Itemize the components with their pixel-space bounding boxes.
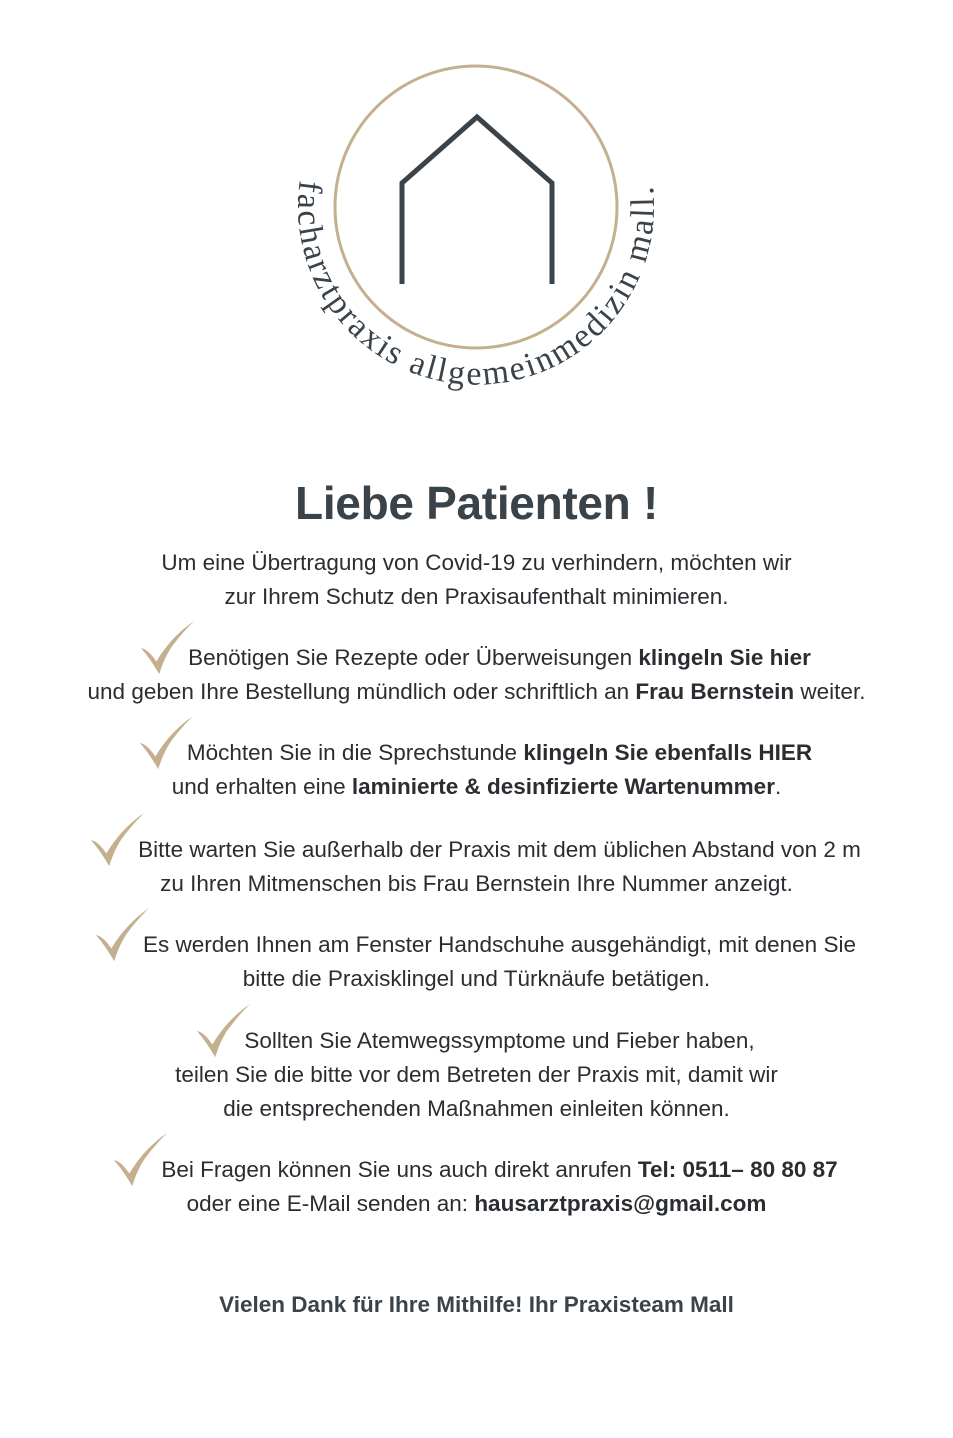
line-text: Es werden Ihnen am Fenster Handschuhe ausgehändigt, mit denen Sie bbox=[143, 932, 856, 957]
email-address: hausarztpraxis@gmail.com bbox=[474, 1191, 767, 1216]
instruction-line bbox=[0, 1092, 953, 1126]
instruction-line bbox=[0, 928, 953, 962]
line-emphasis: Frau Bernstein bbox=[635, 679, 795, 704]
check-icon bbox=[142, 649, 188, 665]
instruction-line bbox=[0, 1058, 953, 1092]
instruction-line bbox=[0, 1024, 953, 1058]
intro-line bbox=[0, 580, 953, 614]
check-icon bbox=[141, 744, 187, 760]
instruction-item-gloves bbox=[0, 928, 953, 996]
line-text: Möchten Sie in die Sprechstunde bbox=[186, 740, 524, 765]
line-text: weiter. bbox=[794, 679, 866, 704]
line-text: Um eine Übertragung von Covid-19 zu verhindern, möchten wir bbox=[161, 550, 792, 575]
practice-logo bbox=[0, 0, 953, 420]
check-icon bbox=[92, 841, 138, 857]
footer-thanks: Vielen Dank für Ihre Mithilfe! Ihr Praxisteam Mall bbox=[219, 1292, 734, 1317]
line-text: zu Ihren Mitmenschen bis Frau Bernstein Ihre Nummer anzeigt. bbox=[160, 871, 793, 896]
line-text: oder eine E-Mail senden an: bbox=[186, 1191, 475, 1216]
line-text: Benötigen Sie Rezepte oder Überweisungen bbox=[188, 645, 639, 670]
line-text: die entsprechenden Maßnahmen einleiten können. bbox=[223, 1096, 730, 1121]
instruction-line bbox=[0, 1153, 953, 1187]
instruction-line bbox=[0, 833, 953, 867]
instruction-line bbox=[0, 770, 953, 804]
intro-line bbox=[0, 546, 953, 580]
instruction-item-prescriptions bbox=[0, 641, 953, 709]
instruction-item-consultation bbox=[0, 736, 953, 804]
phone-number: Tel: 0511– 80 80 87 bbox=[637, 1157, 838, 1182]
house-icon bbox=[402, 117, 552, 284]
check-icon bbox=[97, 936, 143, 952]
instruction-line bbox=[0, 675, 953, 709]
instruction-item-contact bbox=[0, 1153, 953, 1221]
logo-name: facharztpraxis allgemeinmedizin mall. bbox=[289, 178, 663, 393]
logo-curved-text bbox=[290, 179, 662, 393]
line-text: Bei Fragen können Sie uns auch direkt anrufen bbox=[161, 1157, 638, 1182]
check-icon bbox=[198, 1032, 244, 1048]
logo-ring bbox=[335, 66, 617, 348]
line-text: und geben Ihre Bestellung mündlich oder schriftlich an bbox=[87, 679, 636, 704]
line-text: zur Ihrem Schutz den Praxisaufenthalt minimieren. bbox=[224, 584, 729, 609]
instruction-line bbox=[0, 1187, 953, 1221]
line-text: bitte die Praxisklingel und Türknäufe betätigen. bbox=[242, 966, 711, 991]
line-emphasis: laminierte & desinfizierte Wartenummer bbox=[351, 774, 775, 799]
line-emphasis: klingeln Sie hier bbox=[638, 645, 811, 670]
check-icon bbox=[115, 1161, 161, 1177]
instruction-item-symptoms bbox=[0, 1024, 953, 1126]
page-title: Liebe Patienten ! bbox=[295, 477, 658, 529]
line-text: teilen Sie die bitte vor dem Betreten der Praxis mit, damit wir bbox=[175, 1062, 778, 1087]
line-text: Bitte warten Sie außerhalb der Praxis mit dem üblichen Abstand von 2 m bbox=[138, 837, 861, 862]
line-text: und erhalten eine bbox=[171, 774, 352, 799]
instruction-line bbox=[0, 867, 953, 901]
line-emphasis: klingeln Sie ebenfalls HIER bbox=[523, 740, 813, 765]
instruction-line bbox=[0, 641, 953, 675]
instruction-item-waiting bbox=[0, 833, 953, 901]
instruction-line bbox=[0, 962, 953, 996]
intro-paragraph bbox=[0, 546, 953, 614]
line-text: Sollten Sie Atemwegssymptome und Fieber haben, bbox=[244, 1028, 755, 1053]
instruction-line bbox=[0, 736, 953, 770]
line-text: . bbox=[774, 774, 782, 799]
